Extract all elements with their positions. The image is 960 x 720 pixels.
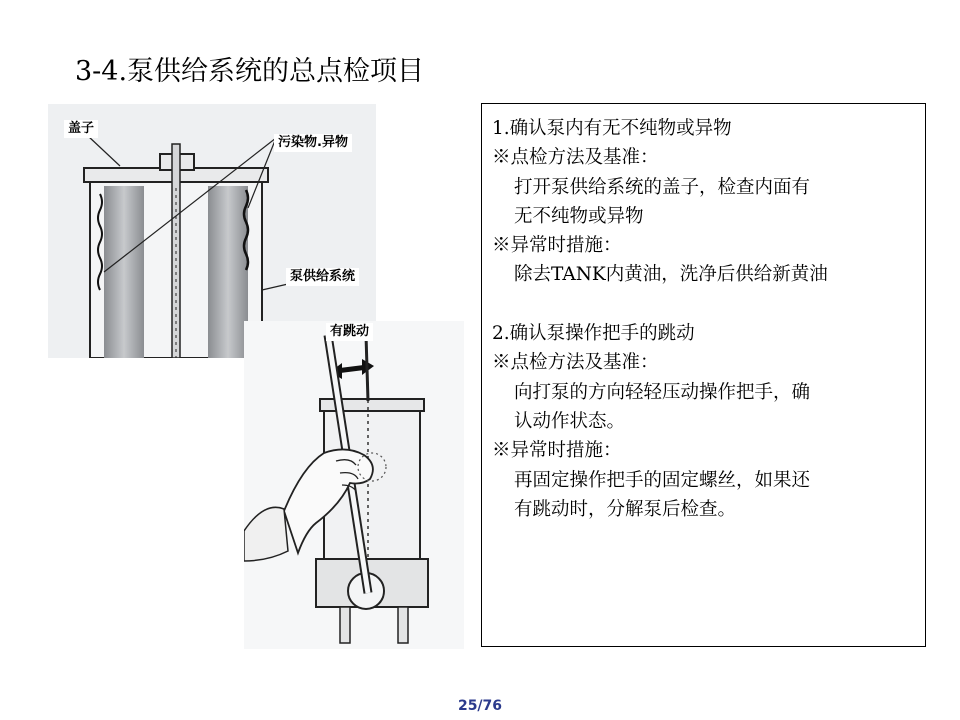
item1-method-line-2: 无不纯物或异物 xyxy=(514,205,644,227)
page-title: 3-4.泵供给系统的总点检项目 xyxy=(75,56,425,87)
item1-method-label: ※点检方法及基准： xyxy=(492,147,659,169)
item2-abnormal-line-2: 有跳动时，分解泵后检查。 xyxy=(514,498,737,520)
callout-jitter: 有跳动 xyxy=(326,323,373,341)
item1-abnormal-line-1: 除去TANK内黄油，洗净后供给新黄油 xyxy=(514,264,828,286)
pump-handle-drawing xyxy=(244,321,464,649)
item2-method-label: ※点检方法及基准： xyxy=(492,352,659,374)
item1-heading: 1.确认泵内有无不纯物或异物 xyxy=(492,118,732,139)
item2-heading: 2.确认泵操作把手的跳动 xyxy=(492,323,695,345)
callout-contaminants: 污染物.异物 xyxy=(274,134,352,152)
section-gap xyxy=(492,290,919,319)
item1-abnormal-label: ※异常时措施： xyxy=(492,235,622,257)
page-number: 25/76 xyxy=(457,698,503,714)
item2-method-line-1: 向打泵的方向轻轻压动操作把手，确 xyxy=(514,381,811,403)
callout-pump-system: 泵供给系统 xyxy=(286,268,359,286)
item2-abnormal-line-1: 再固定操作把手的固定螺丝，如果还 xyxy=(514,469,811,491)
item2-abnormal-label: ※异常时措施： xyxy=(492,440,622,462)
item1-method-line-1: 打开泵供给系统的盖子，检查内面有 xyxy=(514,176,811,198)
item2-method-line-2: 认动作状态。 xyxy=(514,410,626,432)
inspection-text-box xyxy=(481,103,926,647)
pump-handle-figure xyxy=(244,321,464,649)
pump-tank-figure xyxy=(48,104,376,358)
callout-lid: 盖子 xyxy=(64,120,98,138)
